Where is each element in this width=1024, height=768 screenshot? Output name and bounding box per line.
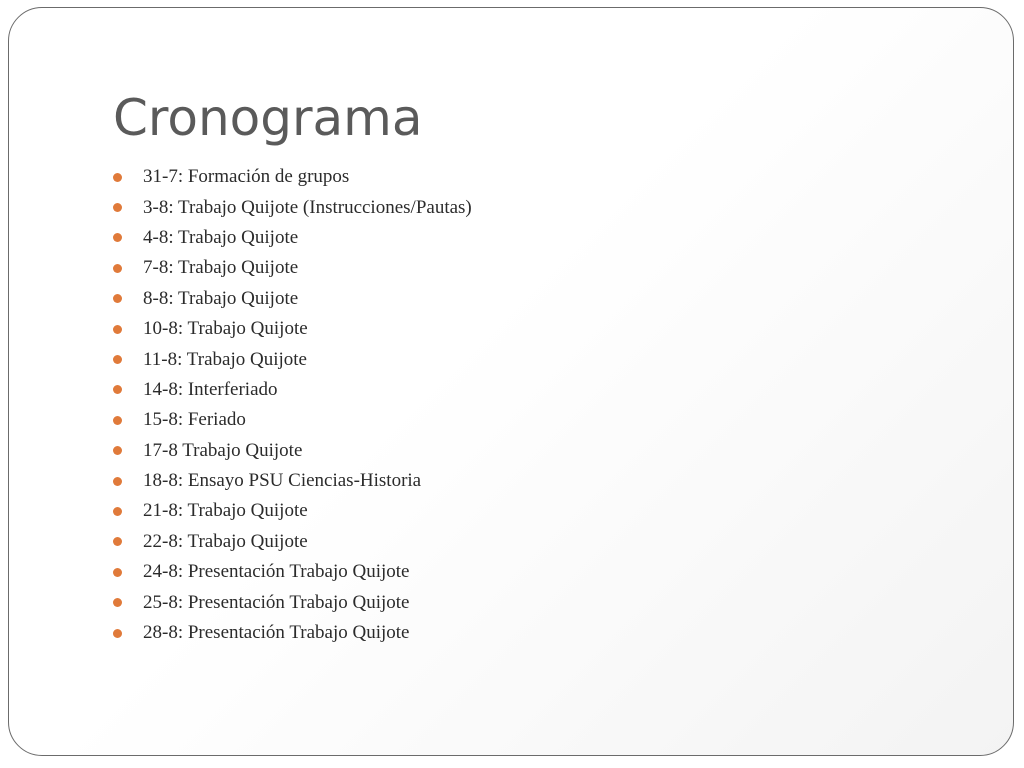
list-item-text: 21-8: Trabajo Quijote	[143, 500, 308, 522]
bullet-icon	[113, 385, 122, 394]
list-item	[113, 344, 472, 374]
list-item-text: 17-8 Trabajo Quijote	[143, 439, 303, 461]
bullet-icon	[113, 233, 122, 242]
bullet-icon	[113, 598, 122, 607]
list-item	[113, 527, 472, 557]
list-item	[113, 223, 472, 253]
bullet-icon	[113, 355, 122, 364]
list-item-text: 11-8: Trabajo Quijote	[143, 348, 307, 370]
schedule-list	[113, 162, 472, 648]
bullet-icon	[113, 264, 122, 273]
list-item	[113, 557, 472, 587]
list-item-text: 24-8: Presentación Trabajo Quijote	[143, 561, 410, 583]
bullet-icon	[113, 446, 122, 455]
list-item-text: 25-8: Presentación Trabajo Quijote	[143, 591, 410, 613]
list-item	[113, 587, 472, 617]
list-item-text: 8-8: Trabajo Quijote	[143, 287, 299, 309]
list-item	[113, 618, 472, 648]
list-item	[113, 405, 472, 435]
list-item-text: 3-8: Trabajo Quijote (Instrucciones/Pautas)	[143, 196, 472, 218]
list-item-text: 4-8: Trabajo Quijote	[143, 226, 299, 248]
list-item-text: 18-8: Ensayo PSU Ciencias-Historia	[143, 470, 422, 492]
slide-title: Cronograma	[113, 89, 423, 147]
list-item-text: 7-8: Trabajo Quijote	[143, 257, 299, 279]
list-item	[113, 466, 472, 496]
list-item	[113, 436, 472, 466]
bullet-icon	[113, 203, 122, 212]
list-item-text: 31-7: Formación de grupos	[143, 166, 350, 188]
bullet-icon	[113, 568, 122, 577]
list-item	[113, 253, 472, 283]
bullet-icon	[113, 629, 122, 638]
bullet-icon	[113, 294, 122, 303]
list-item	[113, 162, 472, 192]
list-item-text: 14-8: Interferiado	[143, 378, 278, 400]
list-item	[113, 284, 472, 314]
bullet-icon	[113, 416, 122, 425]
bullet-icon	[113, 173, 122, 182]
list-item	[113, 314, 472, 344]
list-item	[113, 496, 472, 526]
bullet-icon	[113, 325, 122, 334]
bullet-icon	[113, 507, 122, 516]
bullet-icon	[113, 477, 122, 486]
list-item-text: 22-8: Trabajo Quijote	[143, 530, 308, 552]
bullet-icon	[113, 537, 122, 546]
list-item-text: 10-8: Trabajo Quijote	[143, 318, 308, 340]
list-item-text: 28-8: Presentación Trabajo Quijote	[143, 622, 410, 644]
list-item-text: 15-8: Feriado	[143, 409, 246, 431]
list-item	[113, 375, 472, 405]
list-item	[113, 192, 472, 222]
